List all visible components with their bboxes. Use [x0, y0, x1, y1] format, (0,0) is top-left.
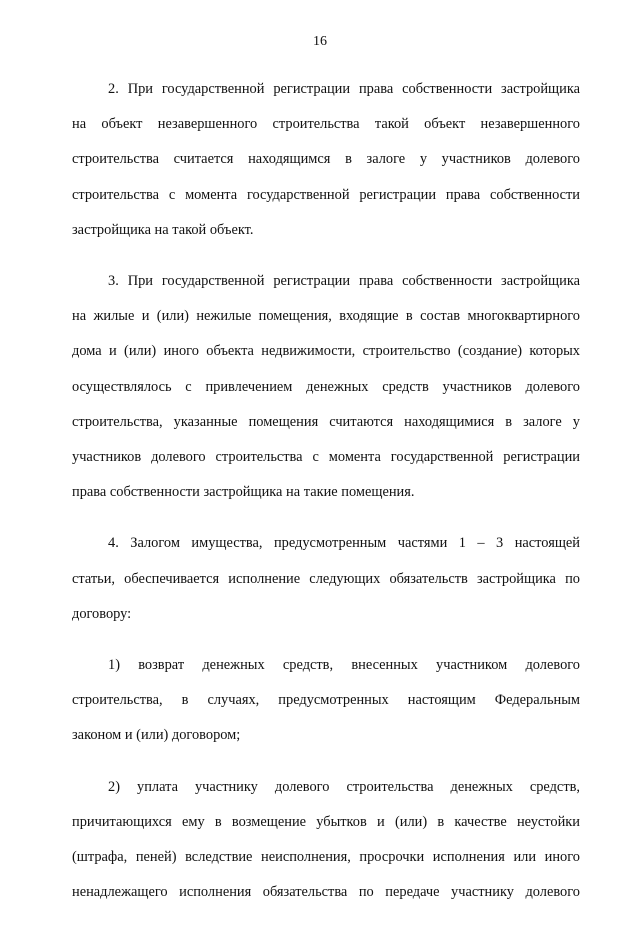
text-line: причитающихся ему в возмещение убытков и (или) в качестве неустойки — [72, 813, 580, 830]
text-line: законом и (или) договором; — [72, 727, 241, 744]
text-line: участников долевого строительства с момента государственной регистрации — [72, 449, 580, 466]
page-number: 16 — [313, 34, 327, 49]
list-item-2 — [72, 770, 580, 911]
paragraph-2 — [72, 72, 580, 248]
text-line: строительства, в случаях, предусмотренных настоящим Федеральным — [72, 692, 580, 709]
list-item-1 — [72, 648, 580, 754]
text-line: (штрафа, пеней) вследствие неисполнения, просрочки исполнения или иного — [72, 849, 580, 866]
text-line: на жилые и (или) нежилые помещения, входящие в состав многоквартирного — [72, 308, 580, 325]
text-line: 2) уплата участнику долевого строительства денежных средств, — [108, 778, 580, 795]
text-line: статьи, обеспечивается исполнение следующих обязательств застройщика по — [72, 570, 580, 587]
paragraph-4 — [72, 526, 580, 632]
text-line: строительства, указанные помещения считаются находящимися в залоге у — [72, 413, 580, 430]
text-line: ненадлежащего исполнения обязательства по передаче участнику долевого — [72, 884, 580, 901]
text-line: строительства считается находящимся в залоге у участников долевого — [72, 151, 580, 168]
text-line: договору: — [72, 605, 132, 622]
text-line: права собственности застройщика на такие помещения. — [72, 484, 415, 501]
text-line: осуществлялось с привлечением денежных средств участников долевого — [72, 378, 580, 395]
text-line: 4. Залогом имущества, предусмотренным частями 1 – 3 настоящей — [108, 535, 580, 552]
text-line: на объект незавершенного строительства такой объект незавершенного — [72, 116, 580, 133]
text-line: строительства с момента государственной регистрации права собственности — [72, 186, 580, 203]
text-line: дома и (или) иного объекта недвижимости, строительство (создание) которых — [72, 343, 580, 360]
document-body — [72, 72, 580, 926]
text-line: 2. При государственной регистрации права собственности застройщика — [108, 81, 580, 97]
text-line: 3. При государственной регистрации права собственности застройщика — [108, 273, 580, 290]
text-line: застройщика на такой объект. — [72, 221, 254, 238]
text-line: 1) возврат денежных средств, внесенных участником долевого — [108, 657, 580, 674]
paragraph-3 — [72, 264, 580, 510]
